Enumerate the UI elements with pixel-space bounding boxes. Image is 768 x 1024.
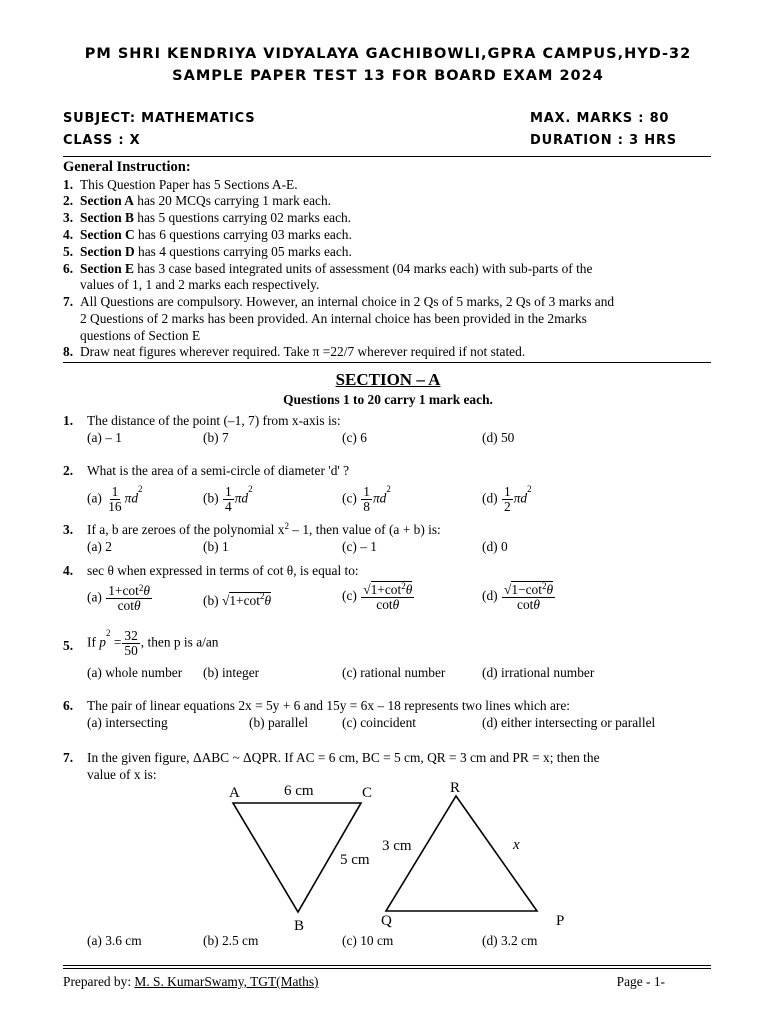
option-d: (d) 50 (482, 430, 515, 445)
instruction-item: 2. Section A has 20 MCQs carrying 1 mark each. (63, 193, 332, 208)
duration: DURATION : 3 HRS (530, 133, 677, 148)
label-c: C (362, 785, 373, 801)
question-7: 7. In the given figure, ΔABC ~ ΔQPR. If AC = 6 cm, BC = 5 cm, QR = 3 cm and PR = x; then the value of x is: (a) 3.6 cm (b) 2.5 cm (c) 10 cm (d) 3.2 cm (63, 750, 600, 948)
label-b: B (294, 918, 305, 934)
option-b: (b) 2.5 cm (203, 933, 259, 948)
option-a: (a) $\frac{1}{16}$ $\pi d^2$ (87, 484, 143, 514)
question-4: 4. sec θ when expressed in terms of cot θ, is equal to: (a) $\frac{1+\cot^2\theta}{\cot\theta}$ (b) $√1+\cot^2\theta$ (c) $\frac{√1+\cot^2\theta}{\cot\theta}$ (d) $\frac{√1-\cot^2\theta}{\cot\theta}$ (63, 563, 713, 625)
instruction-item: 5. Section D has 4 questions carrying 05 marks each. (63, 244, 352, 259)
option-b: (b) $\frac{1}{4}$ $\pi d^2$ (203, 484, 253, 514)
option-d: (d) 3.2 cm (482, 933, 538, 948)
instruction-item: 8. Draw neat figures wherever required. Take π =22/7 wherever required if not stated. (63, 344, 526, 359)
footer-rule (63, 965, 711, 966)
option-b: (b) parallel (249, 715, 309, 730)
label-p: P (556, 913, 565, 929)
instruction-item-cont: questions of Section E (80, 328, 201, 343)
instruction-item: 4. Section C has 6 questions carrying 03 marks each. (63, 227, 352, 242)
instruction-item: 3. Section B has 5 questions carrying 02 marks each. (63, 210, 352, 225)
test-title: SAMPLE PAPER TEST 13 FOR BOARD EXAM 2024 (172, 68, 604, 84)
instruction-item: 6. Section E has 3 case based integrated units of assessment (04 marks each) with sub-parts of the (63, 261, 593, 276)
option-b: (b) integer (203, 665, 260, 680)
option-a: (a) $\frac{1+\cot^2\theta}{\cot\theta}$ (87, 583, 150, 613)
instruction-item: 1. This Question Paper has 5 Sections A-E. (63, 177, 298, 192)
question-3: 3. If a, b are zeroes of the polynomial $x^2 - 1$, then value of (a + b) is: (a) 2 (b) 1 (c) – 1 (d) 0 (63, 521, 508, 554)
author: M. S. KumarSwamy, TGT(Maths) (134, 974, 319, 989)
section-title: SECTION – A (335, 370, 441, 389)
option-a: (a) intersecting (87, 715, 168, 730)
footer (63, 974, 711, 990)
question-6: 6. The pair of linear equations 2x = 5y + 6 and 15y = 6x – 18 represents two lines which are: (a) intersecting (b) parallel (c) coincident (d) either intersecting or parallel (63, 698, 656, 730)
option-a: (a) 2 (87, 539, 112, 554)
label-q: Q (381, 913, 392, 929)
option-d: (d) irrational number (482, 665, 595, 680)
question-1: 1. The distance of the point (–1, 7) from x-axis is: (a) – 1 (b) 7 (c) 6 (d) 50 (63, 413, 515, 445)
option-c: (c) rational number (342, 665, 446, 680)
section-subtitle: Questions 1 to 20 carry 1 mark each. (283, 392, 493, 407)
label-x: x (513, 837, 520, 853)
instruction-item-cont: 2 Questions of 2 marks has been provided. An internal choice has been provided in the 2marks (80, 311, 587, 326)
school-name: PM SHRI KENDRIYA VIDYALAYA GACHIBOWLI,GPRA CAMPUS,HYD-32 (84, 46, 692, 62)
label-qr: 3 cm (382, 838, 412, 854)
option-b: (b) 1 (203, 539, 229, 554)
question-5: 5. If $p^2$ = $\frac{32}{50}$ , then p is a/an (a) whole number (b) integer (c) rational number (d) irrational number (63, 628, 595, 680)
option-c: (c) 6 (342, 430, 367, 445)
option-c: (c) 10 cm (342, 933, 394, 948)
option-b: (b) $√1+\cot^2\theta$ (203, 591, 272, 608)
page-number: Page - 1- (616, 974, 665, 989)
option-d: (d) $\frac{1}{2}$ $\pi d^2$ (482, 484, 532, 514)
option-a: (a) – 1 (87, 430, 122, 445)
option-d: (d) either intersecting or parallel (482, 715, 656, 730)
prepared-label: Prepared by: (63, 974, 135, 989)
label-bc: 5 cm (340, 852, 370, 868)
option-b: (b) 7 (203, 430, 229, 445)
instruction-item-cont: values of 1, 1 and 2 marks each respectively. (80, 277, 320, 292)
option-c: (c) – 1 (342, 539, 377, 554)
label-r: R (450, 780, 461, 796)
option-a: (a) 3.6 cm (87, 933, 142, 948)
option-c: (c) coincident (342, 715, 416, 730)
question-2: 2. What is the area of a semi-circle of diameter 'd' ? (a) $\frac{1}{16}$ $\pi d^2$ (b) $\frac{1}{4}$ $\pi d^2$ (c) $\frac{1}{8}$ $\pi d^2$ (d) $\frac{1}{2}$ $\pi d^2$ (63, 463, 532, 514)
class: CLASS : X (63, 133, 141, 148)
option-d: (d) 0 (482, 539, 508, 554)
instructions-title: General Instruction: (63, 159, 191, 175)
option-c: (c) $\frac{√1+\cot^2\theta}{\cot\theta}$ (342, 581, 413, 612)
label-ac: 6 cm (284, 783, 314, 799)
instruction-item: 7. All Questions are compulsory. However, an internal choice in 2 Qs of 5 marks, 2 Qs of 3 marks and (63, 294, 615, 309)
label-a: A (229, 785, 240, 801)
option-c: (c) $\frac{1}{8}$ $\pi d^2$ (342, 484, 391, 514)
max-marks: MAX. MARKS : 80 (530, 111, 670, 126)
option-a: (a) whole number (87, 665, 183, 680)
option-d: (d) $\frac{√1-\cot^2\theta}{\cot\theta}$ (482, 581, 554, 612)
subject: SUBJECT: MATHEMATICS (63, 111, 256, 126)
footer-rule (63, 968, 711, 969)
